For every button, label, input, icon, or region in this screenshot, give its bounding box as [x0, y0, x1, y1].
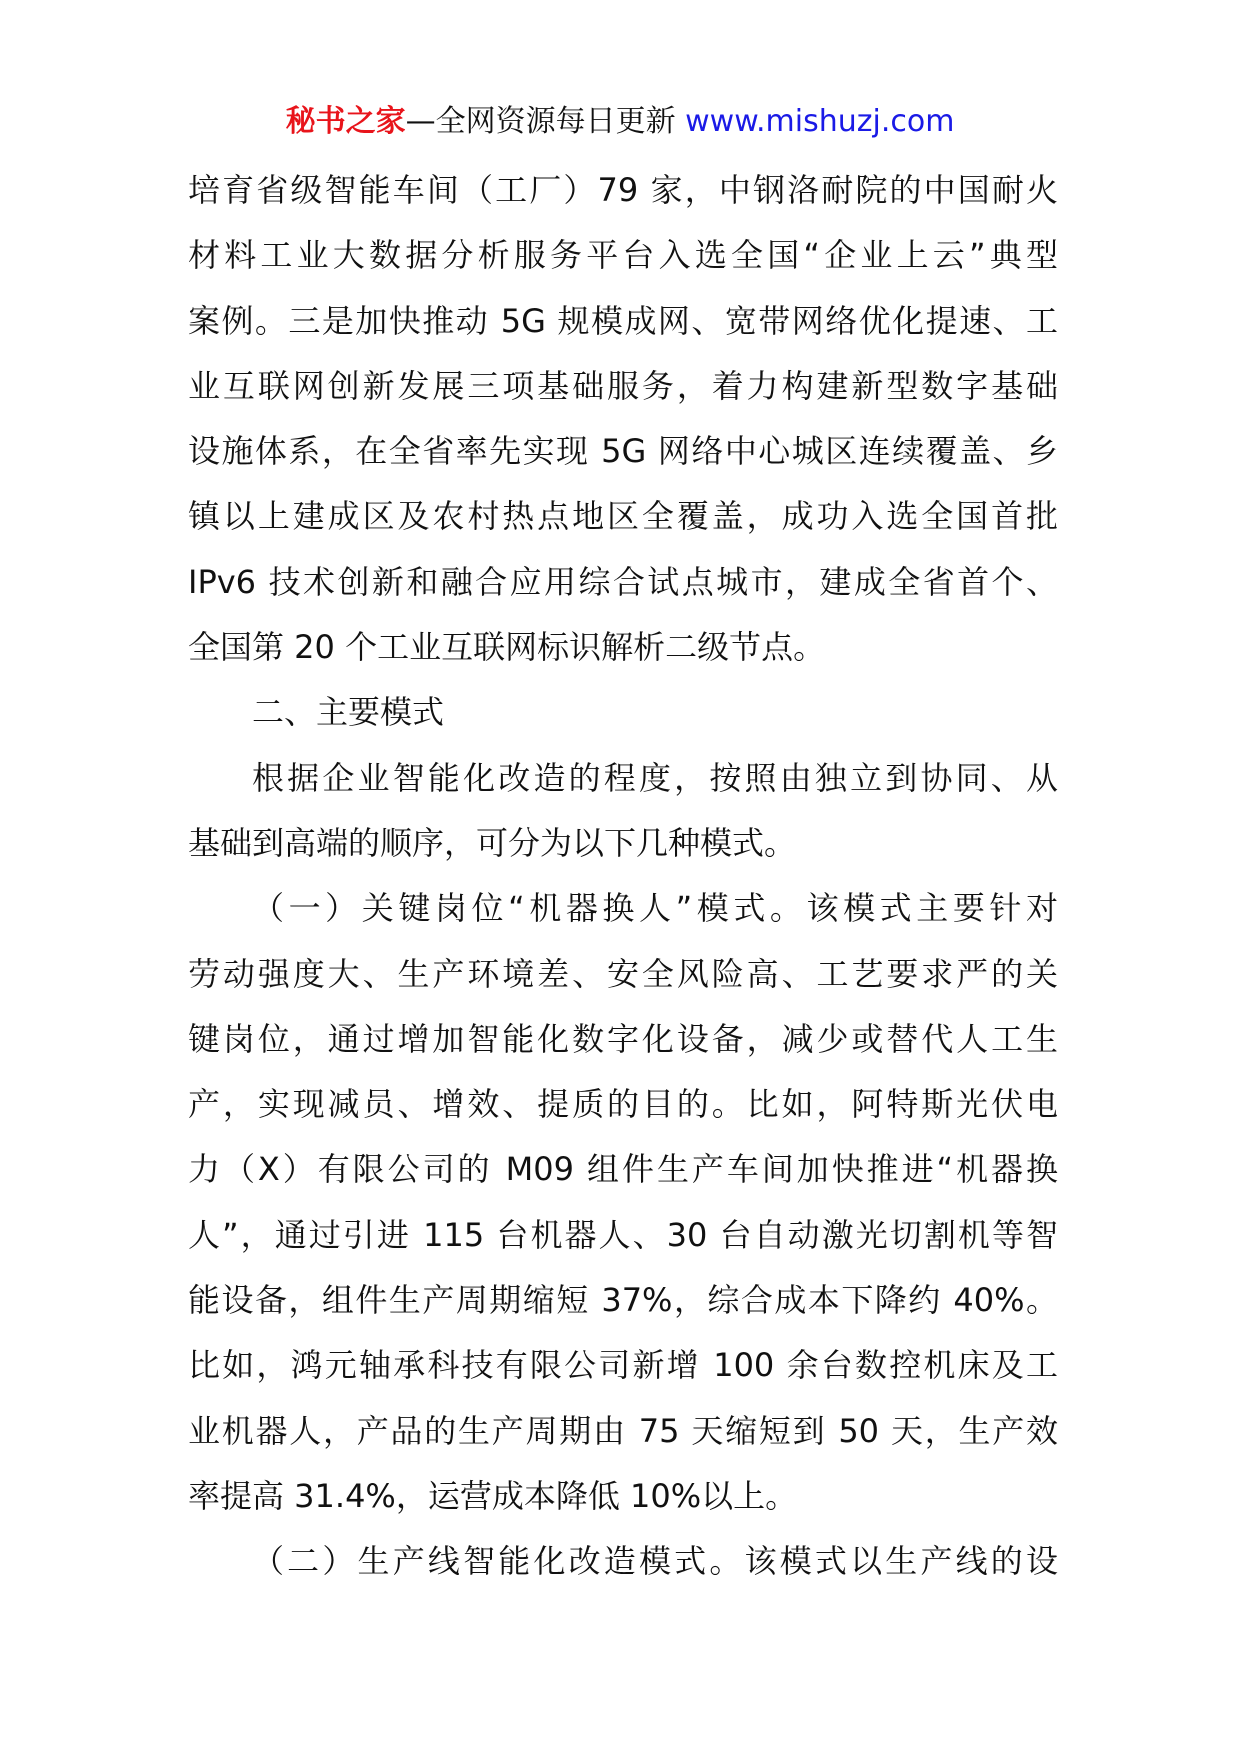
text-line: 根据企业智能化改造的程度，按照由独立到协同、从	[252, 758, 1058, 797]
text-line: 材料工业大数据分析服务平台入选全国“企业上云”典型	[188, 236, 1058, 275]
text-line: 键岗位，通过增加智能化数字化设备，减少或替代人工生	[188, 1019, 1058, 1058]
text-line: 案例。三是加快推动 5G 规模成网、宽带网络优化提速、工	[188, 301, 1058, 340]
text-line: 设施体系，在全省率先实现 5G 网络中心城区连续覆盖、乡	[188, 432, 1058, 471]
text-line: 业机器人，产品的生产周期由 75 天缩短到 50 天，生产效	[188, 1411, 1058, 1450]
text-line: 劳动强度大、生产环境差、安全风险高、工艺要求严的关	[188, 954, 1058, 993]
text-line: IPv6 技术创新和融合应用综合试点城市，建成全省首个、	[188, 562, 1058, 601]
text-line: 业互联网创新发展三项基础服务，着力构建新型数字基础	[188, 366, 1058, 405]
site-watermark-header	[0, 100, 1240, 144]
text-line: 基础到高端的顺序，可分为以下几种模式。	[188, 823, 797, 862]
text-line: 产，实现减员、增效、提质的目的。比如，阿特斯光伏电	[188, 1085, 1058, 1124]
text-line: 比如，鸿元轴承科技有限公司新增 100 余台数控机床及工	[188, 1346, 1058, 1385]
document-body	[188, 158, 1058, 1595]
text-line: （一）关键岗位“机器换人”模式。该模式主要针对	[252, 889, 1058, 928]
text-line: 能设备，组件生产周期缩短 37%，综合成本下降约 40%。	[188, 1281, 1058, 1320]
text-line: 率提高 31.4%，运营成本降低 10%以上。	[188, 1476, 798, 1515]
text-line: 力（X）有限公司的 M09 组件生产车间加快推进“机器换	[188, 1150, 1058, 1189]
text-line: 人”，通过引进 115 台机器人、30 台自动激光切割机等智	[188, 1215, 1058, 1254]
site-brand: 秘书之家	[285, 104, 406, 139]
text-line: 培育省级智能车间（工厂）79 家，中钢洛耐院的中国耐火	[188, 171, 1058, 209]
site-url[interactable]: www.mishuzj.com	[685, 104, 955, 139]
text-line: 全国第 20 个工业互联网标识解析二级节点。	[188, 628, 826, 667]
section-heading: 二、主要模式	[252, 693, 445, 732]
site-tagline: —全网资源每日更新	[405, 104, 686, 139]
text-line: 镇以上建成区及农村热点地区全覆盖，成功入选全国首批	[188, 497, 1058, 536]
text-line: （二）生产线智能化改造模式。该模式以生产线的设	[252, 1542, 1058, 1581]
